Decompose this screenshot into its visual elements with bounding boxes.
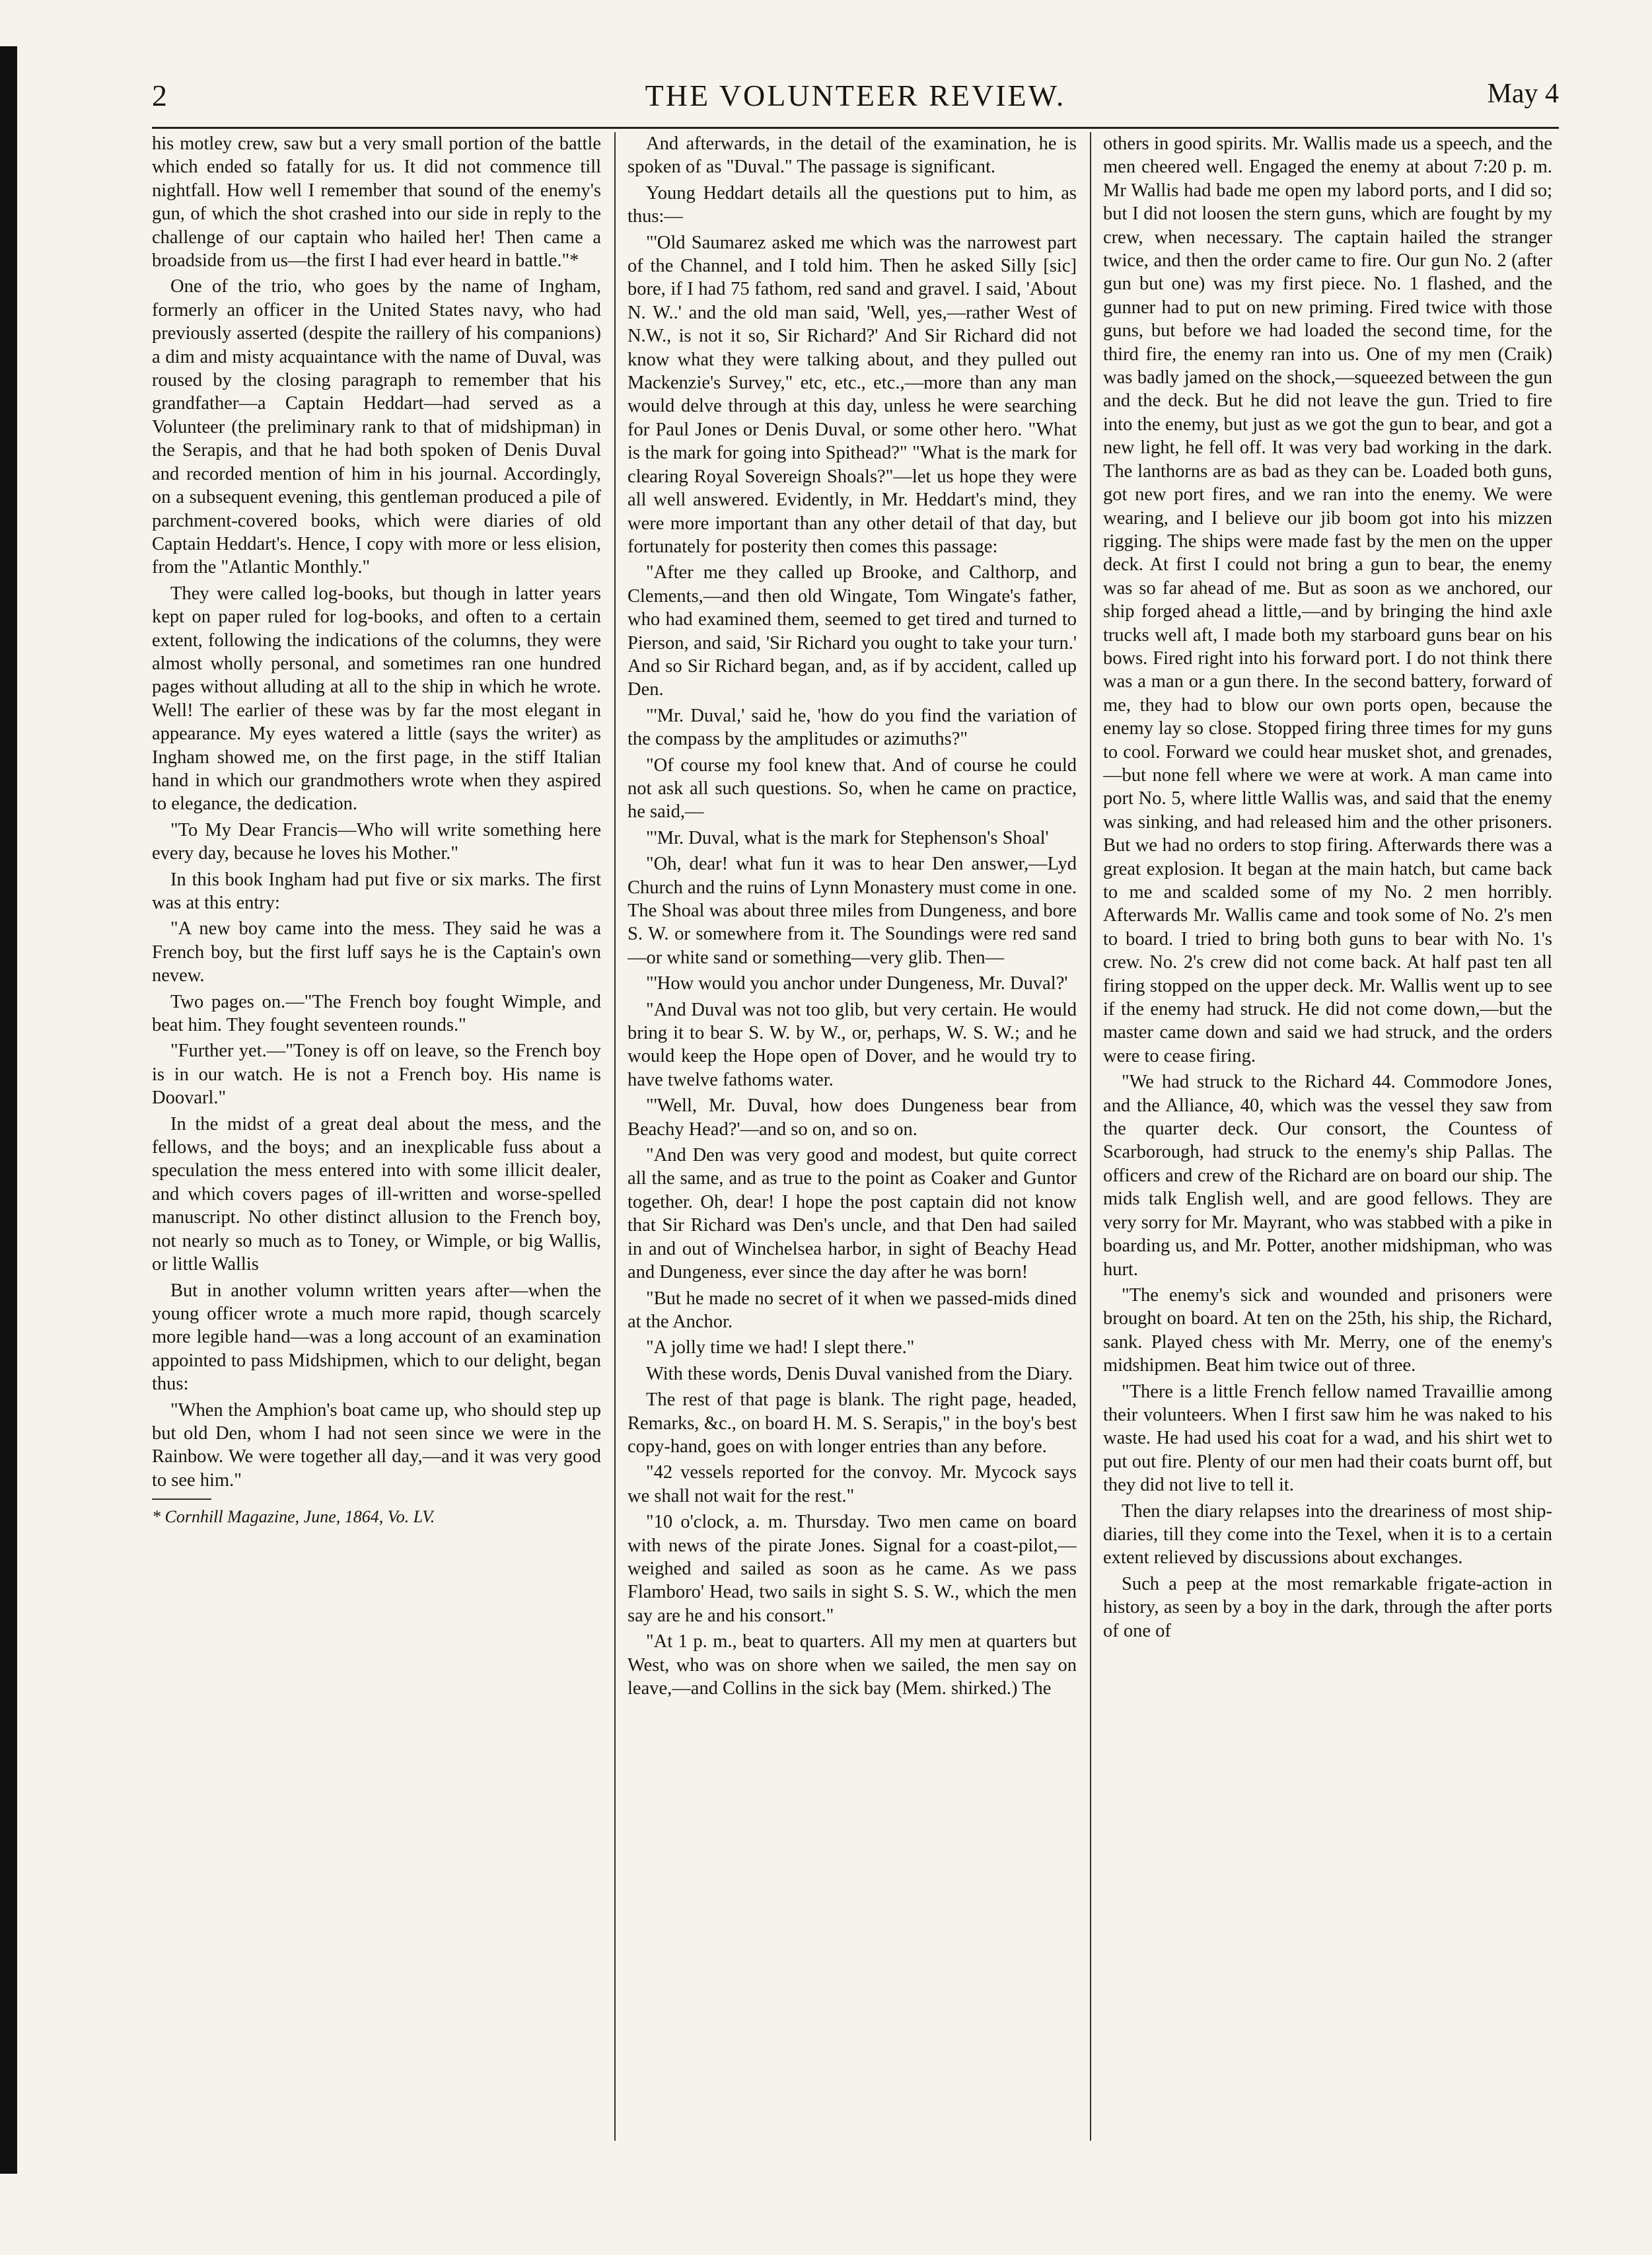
page-number: 2 [152, 79, 167, 112]
paragraph: "42 vessels reported for the convoy. Mr. Mycock says we shall not wait for the rest." [628, 1462, 1077, 1506]
paragraph: "Further yet.—"Toney is off on leave, so the French boy is in our watch. He is not a French boy. His name is Doovarl." [152, 1041, 601, 1109]
paragraph: "And Duval was not too glib, but very certain. He would bring it to bear S. W. by W., or, perhaps, W. S. W.; and he would keep the Hope open of Dover, and he would try to have twelve fathoms water. [628, 999, 1077, 1090]
footnote-rule [152, 1498, 211, 1500]
paragraph: The rest of that page is blank. The right page, headed, Remarks, &c., on board H. M. S. Serapis," in the boy's best copy-hand, goes on with longer entries than any before. [628, 1389, 1077, 1457]
paragraph: "There is a little French fellow named Travaillie among their volunteers. When I first saw him he was naked to his waste. He had used his coat for a wad, and his shirt wet to put out fire. Plenty of our men had their coats burnt off, but they did not live to tell it. [1103, 1381, 1552, 1496]
paragraph: "A jolly time we had! I slept there." [646, 1337, 915, 1358]
paragraph: One of the trio, who goes by the name of Ingham, formerly an officer in the United States navy, who had previously asserted (despite the raillery of his companions) a dim and misty acquaintance with the name of Duval, was roused by the closing paragraph to remember that his grandfather—a Captain Heddart—had served as a Volunteer (the preliminary rank to that of midshipman) in the Serapis, and that he had both spoken of Denis Duval and recorded mention of him in his journal. Accordingly, on a subsequent evening, this gentleman produced a pile of parchment-covered books, which were diaries of old Captain Heddart's. Hence, I copy with more or less elision, from the "Atlantic Monthly." [152, 276, 601, 578]
journal-title: THE VOLUNTEER REVIEW. [645, 79, 1066, 112]
paragraph: Such a peep at the most remarkable frigate-action in history, as seen by a boy in the dark, through the after ports of one of [1103, 1573, 1552, 1641]
paragraph: Then the diary relapses into the dreariness of most ship-diaries, till they come into the Texel, when it is to a certain extent relieved by discussions about exchanges. [1103, 1500, 1552, 1569]
paragraph: "'How would you anchor under Dungeness, Mr. Duval?' [646, 973, 1068, 994]
paragraph: "At 1 p. m., beat to quarters. All my men at quarters but West, who was on shore when we sailed, the men say on leave,—and Collins in the sick bay (Mem. shirked.) The [628, 1631, 1077, 1699]
paragraph: "'Mr. Duval, what is the mark for Stephenson's Shoal' [646, 827, 1049, 848]
paragraph: And afterwards, in the detail of the examination, he is spoken of as "Duval." The passage is significant. [628, 133, 1077, 178]
paragraph: Young Heddart details all the questions put to him, as thus:— [628, 182, 1077, 227]
paragraph: With these words, Denis Duval vanished from the Diary. [646, 1363, 1073, 1384]
column-divider [614, 132, 616, 2141]
paragraph: others in good spirits. Mr. Wallis made us a speech, and the men cheered well. Engaged the enemy at about 7:20 p. m. Mr Wallis had bade me open my labord ports, and I did so; but I did not loosen the stern guns, which are fought by my crew, when necessary. The captain hailed the stranger twice, and then the order came to fire. Our gun No. 2 (after gun but one) was my first piece. No. 1 flashed, and the gunner had to put on new priming. Fired twice with those guns, but before we had loaded the second time, for the third fire, the enemy ran into us. One of my men (Craik) was badly jamed on the shock,—squeezed between the gun and the deck. But he did not leave the gun. Tried to fire into the enemy, but just as we got the gun to bear, and got a new light, he fell off. It was very bad working in the dark. The lanthorns are as bad as they can be. Loaded both guns, got new port fires, and we ran into the enemy. We were wearing, and I believe our jib boom got into his mizzen rigging. The ships were made fast by the men on the upper deck. At first I could not bring a gun to bear, the enemy was so far ahead of me. But as soon as we anchored, our ship forged ahead a little,—and by bringing the hind axle trucks well aft, I made both my starboard guns bear on his bows. Fired right into his forward port. I do not think there was a man or a gun there. In the second battery, forward of me, they had to blow our own ports open, because the enemy lay so close. Stopped firing three times for my guns to cool. Forward we could hear musket shot, and grenades,—but none fell where we were at work. A man came into port No. 5, where little Wallis was, and said that the enemy was sinking, and had released him and the other prisoners. But we had no orders to stop firing. Afterwards there was a great explosion. It began at the main hatch, but came back to me and scalded some of my No. 2 men horribly. Afterwards Mr. Wallis came and took some of No. 2's men to board. I tried to bring both guns to bear with No. 1's crew. No. 2's crew did not come back. At half past ten all firing stopped on the upper deck. Mr. Wallis went up to see if the enemy had struck. He did not come down,—but the master came down and said we had struck, and the orders were to cease firing. [1103, 133, 1552, 1066]
paragraph: "But he made no secret of it when we passed-mids dined at the Anchor. [628, 1288, 1077, 1332]
column-3 [1103, 132, 1552, 2141]
paragraph: "Of course my fool knew that. And of course he could not ask all such questions. So, when he came on practice, he said,— [628, 755, 1077, 823]
paragraph: In the midst of a great deal about the mess, and the fellows, and the boys; and an inexplicable fuss about a speculation the mess entered into with some illicit dealer, and which covers pages of ill-written and worse-spelled manuscript. No other distinct allusion to the French boy, not nearly so much as to Toney, or Wimple, or big Wallis, or little Wallis [152, 1113, 601, 1275]
paragraph: "The enemy's sick and wounded and prisoners were brought on board. At ten on the 25th, his ship, the Richard, sank. Played chess with Mr. Merry, one of the enemy's midshipmen. Beat him twice out of three. [1103, 1284, 1552, 1376]
paragraph: In this book Ingham had put five or six marks. The first was at this entry: [152, 869, 601, 913]
paragraph: "'Old Saumarez asked me which was the narrowest part of the Channel, and I told him. Then he asked Silly [sic] bore, if I had 75 fathom, red sand and gravel. I said, 'About N. W..' and the old man said, 'Well, yes,—rather West of N.W., is not it so, Sir Richard?' And Sir Richard did not know what they were talking about, and they pulled out Mackenzie's Survey," etc, etc., etc.,—more than any man would delve through at this day, unless he were searching for Paul Jones or Denis Duval, or some other hero. "What is the mark for going into Spithead?" "What is the mark for clearing Royal Sovereign Shoals?"—let us hope they were all well answered. Evidently, in Mr. Heddart's mind, they were more important than any other detail of that day, but fortunately for posterity then comes this passage: [628, 232, 1077, 557]
paragraph: "Oh, dear! what fun it was to hear Den answer,—Lyd Church and the ruins of Lynn Monastery must come in one. The Shoal was about three miles from Dungeness, and bore S. W. or somewhere from it. The Soundings were red sand—or white sand or something—very glib. Then— [628, 854, 1077, 968]
footnote: * Cornhill Magazine, June, 1864, Vo. LV. [152, 1507, 435, 1527]
paragraph: Two pages on.—"The French boy fought Wimple, and beat him. They fought seventeen rounds." [152, 991, 601, 1036]
header-rule [152, 127, 1559, 129]
paragraph: "We had struck to the Richard 44. Commodore Jones, and the Alliance, 40, which was the vessel they saw from the quarter deck. Our consort, the Countess of Scarborough, had struck to the enemy's ship Pallas. The officers and crew of the Richard are on board our ship. The mids talk English well, and are good fellows. They are very sorry for Mr. Mayrant, who was stabbed with a pike in boarding us, and Mr. Potter, another midshipman, who was hurt. [1103, 1072, 1552, 1280]
paragraph: They were called log-books, but though in latter years kept on paper ruled for log-books, and often to a certain extent, following the indications of the columns, they were almost wholly personal, and sometimes ran one hundred pages without alluding at all to the ship in which he wrote. Well! The earlier of these was by far the most elegant in appearance. My eyes watered a little (says the writer) as Ingham showed me, on the first page, in the stiff Italian hand in which our grandmothers wrote when they aspired to elegance, the dedication. [152, 583, 601, 815]
paragraph: "And Den was very good and modest, but quite correct all the same, and as true to the point as Coaker and Guntor together. Oh, dear! I hope the post captain did not know that Sir Richard was Den's uncle, and that Den had sailed in and out of Winchelsea harbor, in sight of Beachy Head and Dungeness, ever since the day after he was born! [628, 1145, 1077, 1283]
column-1 [152, 132, 601, 2141]
paragraph: "A new boy came into the mess. They said he was a French boy, but the first luff says he is the Captain's own nevew. [152, 918, 601, 986]
paragraph: "When the Amphion's boat came up, who should step up but old Den, whom I had not seen since we were in the Rainbow. We were together all day,—and it was very good to see him." [152, 1399, 601, 1491]
paragraph: his motley crew, saw but a very small portion of the battle which ended so fatally for us. It did not commence till nightfall. How well I remember that sound of the enemy's gun, of which the shot crashed into our side in reply to the challenge of our captain who hailed her! Then came a broadside from us—the first I had ever heard in battle."* [152, 133, 601, 272]
column-divider [1090, 132, 1091, 2141]
page-header [152, 78, 1559, 118]
paragraph: "10 o'clock, a. m. Thursday. Two men came on board with news of the pirate Jones. Signal for a coast-pilot,—weighed and sailed as soon as he came. As we pass Flamboro' Head, two sails in sight S. S. W., which the men say are he and his consort." [628, 1512, 1077, 1626]
page-edge-shadow [0, 46, 17, 2174]
column-2 [628, 132, 1077, 2141]
paragraph: "'Well, Mr. Duval, how does Dungeness bear from Beachy Head?'—and so on, and so on. [628, 1095, 1077, 1140]
paragraph: But in another volumn written years after—when the young officer wrote a much more rapid, though scarcely more legible hand—was a long account of an examination appointed to pass Midshipmen, which to our delight, began thus: [152, 1280, 601, 1395]
paragraph: "After me they called up Brooke, and Calthorp, and Clements,—and then old Wingate, Tom Wingate's father, who had examined them, seemed to get tired and turned to Pierson, and said, 'Sir Richard you ought to take your turn.' And so Sir Richard began, and, as if by accident, called up Den. [628, 562, 1077, 700]
issue-date: May 4 [1487, 79, 1559, 109]
paragraph: "To My Dear Francis—Who will write something here every day, because he loves his Mother." [152, 819, 601, 864]
paragraph: "'Mr. Duval,' said he, 'how do you find the variation of the compass by the amplitudes or azimuths?" [628, 705, 1077, 750]
